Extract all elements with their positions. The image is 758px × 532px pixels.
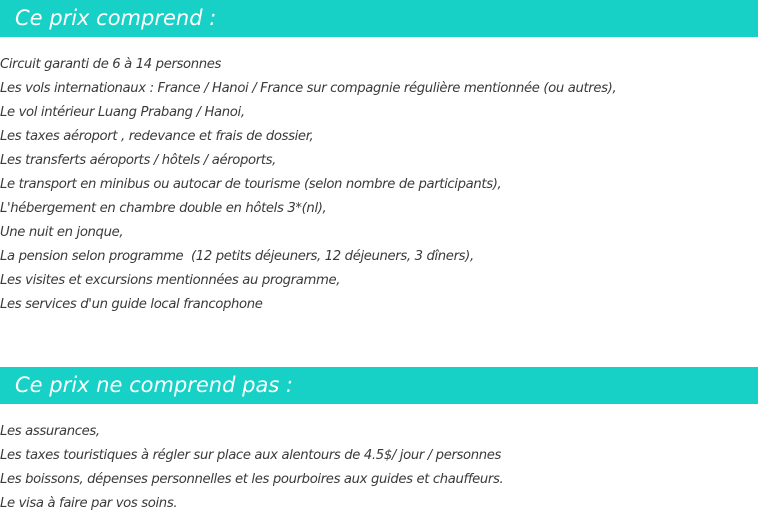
included-items-list xyxy=(0,53,616,317)
list-item: Circuit garanti de 6 à 14 personnes xyxy=(0,57,222,72)
list-item: La pension selon programme (12 petits déjeuners, 12 déjeuners, 3 dîners), xyxy=(0,249,474,264)
list-item: Les vols internationaux : France / Hanoi / France sur compagnie régulière mentionnée (ou autres), xyxy=(0,81,617,96)
list-item: Les boissons, dépenses personnelles et les pourboires aux guides et chauffeurs. xyxy=(0,472,504,487)
list-item: Le visa à faire par vos soins. xyxy=(0,496,178,511)
list-item: Les visites et excursions mentionnées au programme, xyxy=(0,273,341,288)
included-section-title: Ce prix comprend : xyxy=(0,0,758,37)
list-item: Les services d'un guide local francophone xyxy=(0,297,263,312)
list-item: Le vol intérieur Luang Prabang / Hanoi, xyxy=(0,105,245,120)
list-item: Les taxes touristiques à régler sur place aux alentours de 4.5$/ jour / personnes xyxy=(0,448,502,463)
list-item: Les assurances, xyxy=(0,424,100,439)
list-item: Une nuit en jonque, xyxy=(0,225,124,240)
list-item: L'hébergement en chambre double en hôtels 3*(nl), xyxy=(0,201,327,216)
list-item: Le transport en minibus ou autocar de tourisme (selon nombre de participants), xyxy=(0,177,502,192)
list-item: Les transferts aéroports / hôtels / aéroports, xyxy=(0,153,277,168)
excluded-items-list xyxy=(0,420,503,516)
list-item: Les taxes aéroport , redevance et frais de dossier, xyxy=(0,129,314,144)
excluded-section-title: Ce prix ne comprend pas : xyxy=(0,367,758,404)
